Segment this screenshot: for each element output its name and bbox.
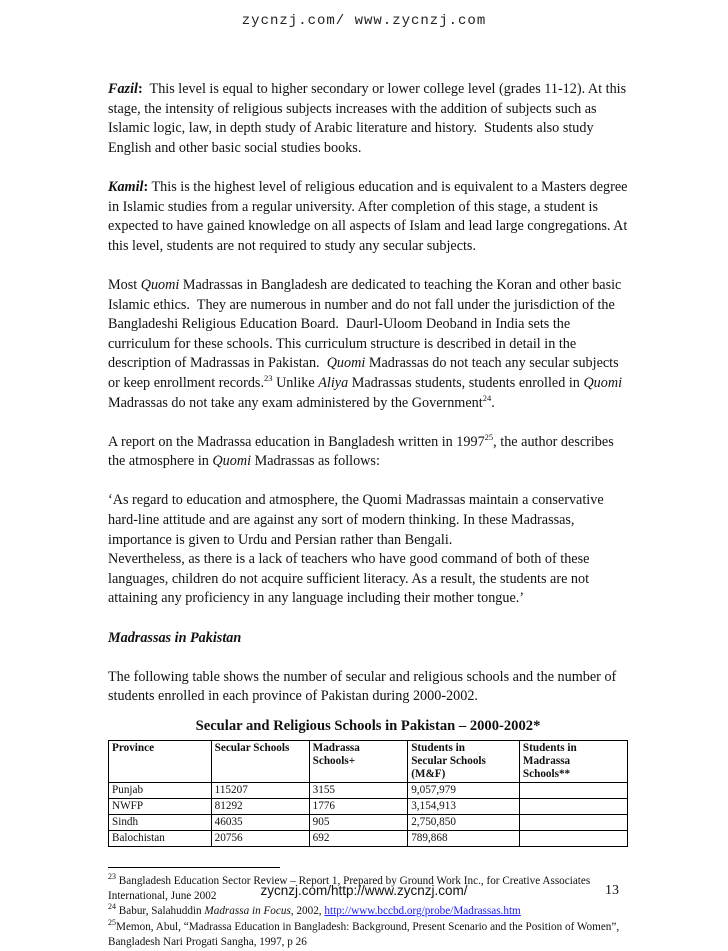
quote-part-1: ‘As regard to education and atmosphere, the Quomi Madrassas maintain a conservative hard-line attitude and are against any sort of modern thinking. In these Madrassas, importance is given to Urdu and Persian rather than Bengali. <box>108 492 604 548</box>
header-sm-l3: Schools** <box>522 767 571 780</box>
header-students-madrassa <box>519 740 627 782</box>
cell-secular: 81292 <box>211 798 309 814</box>
quomi-text-2: Madrassas in Bangladesh are dedicated to teaching the Koran and other basic Islamic ethics. They are numerous in number and do not fall under the jurisdiction of the Bangladeshi Religious Education Board. Daurl-Uloom Deoband in India sets the curriculum for these schools. This curriculum structure is described in detail in the description of Madrassas in Pakistan. <box>108 276 625 372</box>
cell-students-madrassa <box>519 798 627 814</box>
footnote-text: Memon, Abul, “Madrassa Education in Bangladesh: Background, Present Scenario and the Position of Women”, Bangladesh Nari Progati Sangha, 1997, p 26 <box>108 920 620 949</box>
header-secular <box>211 740 309 782</box>
header-province <box>109 740 212 782</box>
quomi-italic-3: Quomi <box>583 374 623 391</box>
header-province-label: Province <box>112 741 155 754</box>
footnote-ref-24[interactable]: 24 <box>482 392 492 403</box>
footnote-number: 23 <box>108 871 116 881</box>
header-madrassa <box>309 740 408 782</box>
header-sm-l2: Madrassa <box>522 754 571 767</box>
footnote-italic-title: Madrassa in Focus <box>204 905 291 918</box>
kamil-term: Kamil <box>108 178 144 195</box>
document-body <box>108 80 628 951</box>
fazil-text: This level is equal to higher secondary or lower college level (grades 11-12). At this stage, the intensity of religious subjects increases with the addition of subjects such as Islamic logic, law, in depth study of Arabic literature and history. Students also study English and other basic social studies books. <box>108 81 630 156</box>
quomi-text-4: Unlike <box>272 374 319 391</box>
schools-table <box>108 740 628 847</box>
cell-secular: 20756 <box>211 830 309 846</box>
cell-madrassa: 3155 <box>309 782 408 798</box>
cell-students-secular: 2,750,850 <box>408 814 520 830</box>
footnote-ref-25[interactable]: 25 <box>484 431 494 442</box>
report-text-3: Madrassas as follows: <box>251 453 380 470</box>
cell-province: Punjab <box>109 782 212 798</box>
cell-province: Sindh <box>109 814 212 830</box>
aliya-italic: Aliya <box>318 374 349 391</box>
footnote-number: 25 <box>108 917 116 927</box>
cell-students-madrassa <box>519 830 627 846</box>
table-row <box>109 798 628 814</box>
cell-students-madrassa <box>519 782 627 798</box>
report-italic-quomi: Quomi <box>212 453 252 470</box>
table-title: Secular and Religious Schools in Pakistan – 2000-2002* <box>195 718 541 734</box>
footnote-24 <box>108 904 628 919</box>
fazil-term: Fazil <box>108 81 138 97</box>
kamil-text: This is the highest level of religious education and is equivalent to a Masters degree in Islamic studies from a regular university. After completion of this stage, a student is expected to have gained knowledge on all aspects of Islam and lead large congregations. At this level, students are not required to study any secular subjects. <box>108 178 628 254</box>
quomi-text-3: Madrassas do not teach any secular subjects or keep enrollment records. <box>108 355 619 391</box>
header-ss-l2: Secular Schools <box>411 754 486 767</box>
page-number: 13 <box>605 883 619 898</box>
kamil-colon: : <box>143 178 149 195</box>
quomi-italic-2: Quomi <box>326 355 366 372</box>
cell-secular: 115207 <box>211 782 309 798</box>
cell-secular: 46035 <box>211 814 309 830</box>
header-sm-l1: Students in <box>522 741 577 754</box>
quomi-text-6: Madrassas do not take any exam administered by the Government <box>108 394 483 411</box>
page-header: zycnzj.com/ www.zycnzj.com <box>241 13 487 29</box>
fazil-colon: : <box>137 81 143 97</box>
footnote-link[interactable]: http://www.bccbd.org/probe/Madrassas.htm <box>324 905 521 918</box>
fazil-paragraph <box>108 80 628 158</box>
header-students-secular <box>408 740 520 782</box>
cell-madrassa: 905 <box>309 814 408 830</box>
cell-province: NWFP <box>109 798 212 814</box>
cell-students-secular: 3,154,913 <box>408 798 520 814</box>
kamil-paragraph <box>108 178 628 256</box>
footnote-ref-23[interactable]: 23 <box>264 372 273 383</box>
section-heading: Madrassas in Pakistan <box>108 629 242 646</box>
footnote-divider <box>108 867 280 868</box>
cell-madrassa: 692 <box>309 830 408 846</box>
footnote-25 <box>108 917 628 951</box>
block-quote <box>108 491 628 609</box>
footnote-text: Babur, Salahuddin <box>116 905 205 918</box>
cell-province: Balochistan <box>109 830 212 846</box>
cell-students-secular: 789,868 <box>408 830 520 846</box>
footnote-number: 24 <box>108 902 116 912</box>
quomi-text-1: Most <box>108 276 141 293</box>
header-ss-l3: (M&F) <box>411 767 446 780</box>
header-madrassa-l1: Madrassa <box>312 741 360 754</box>
table-intro: The following table shows the number of secular and religious schools and the number of students enrolled in each province of Pakistan during 2000-2002. <box>108 668 617 705</box>
report-text-1: A report on the Madrassa education in Bangladesh written in 1997 <box>108 433 485 450</box>
table-header-row <box>109 740 628 782</box>
quomi-paragraph <box>108 276 628 413</box>
footnote-text-2: , 2002, <box>290 905 325 918</box>
quomi-italic-1: Quomi <box>140 276 180 293</box>
table-row <box>109 830 628 846</box>
footer-text: zycnzj.com/http://www.zycnzj.com/ <box>260 883 468 898</box>
cell-students-madrassa <box>519 814 627 830</box>
quomi-text-5: Madrassas students, students enrolled in <box>348 374 584 391</box>
quote-part-2: Nevertheless, as there is a lack of teachers who have good command of both of these languages, children do not acquire sufficient literacy. As a result, the students are not attaining any proficiency in any language including their mother tongue.’ <box>108 551 590 607</box>
footnote-text: Bangladesh Education Sector Review – Report 1, Prepared by Ground Work Inc., for Creative Associates International, June 2002 <box>108 874 591 902</box>
quomi-text-7: . <box>491 394 495 411</box>
cell-madrassa: 1776 <box>309 798 408 814</box>
report-paragraph <box>108 433 628 472</box>
table-row <box>109 782 628 798</box>
header-ss-l1: Students in <box>411 741 465 754</box>
report-text-2: , the author describes the atmosphere in <box>108 433 618 470</box>
table-row <box>109 814 628 830</box>
header-secular-label: Secular Schools <box>214 741 290 754</box>
cell-students-secular: 9,057,979 <box>408 782 520 798</box>
header-madrassa-l2: Schools+ <box>312 754 356 767</box>
